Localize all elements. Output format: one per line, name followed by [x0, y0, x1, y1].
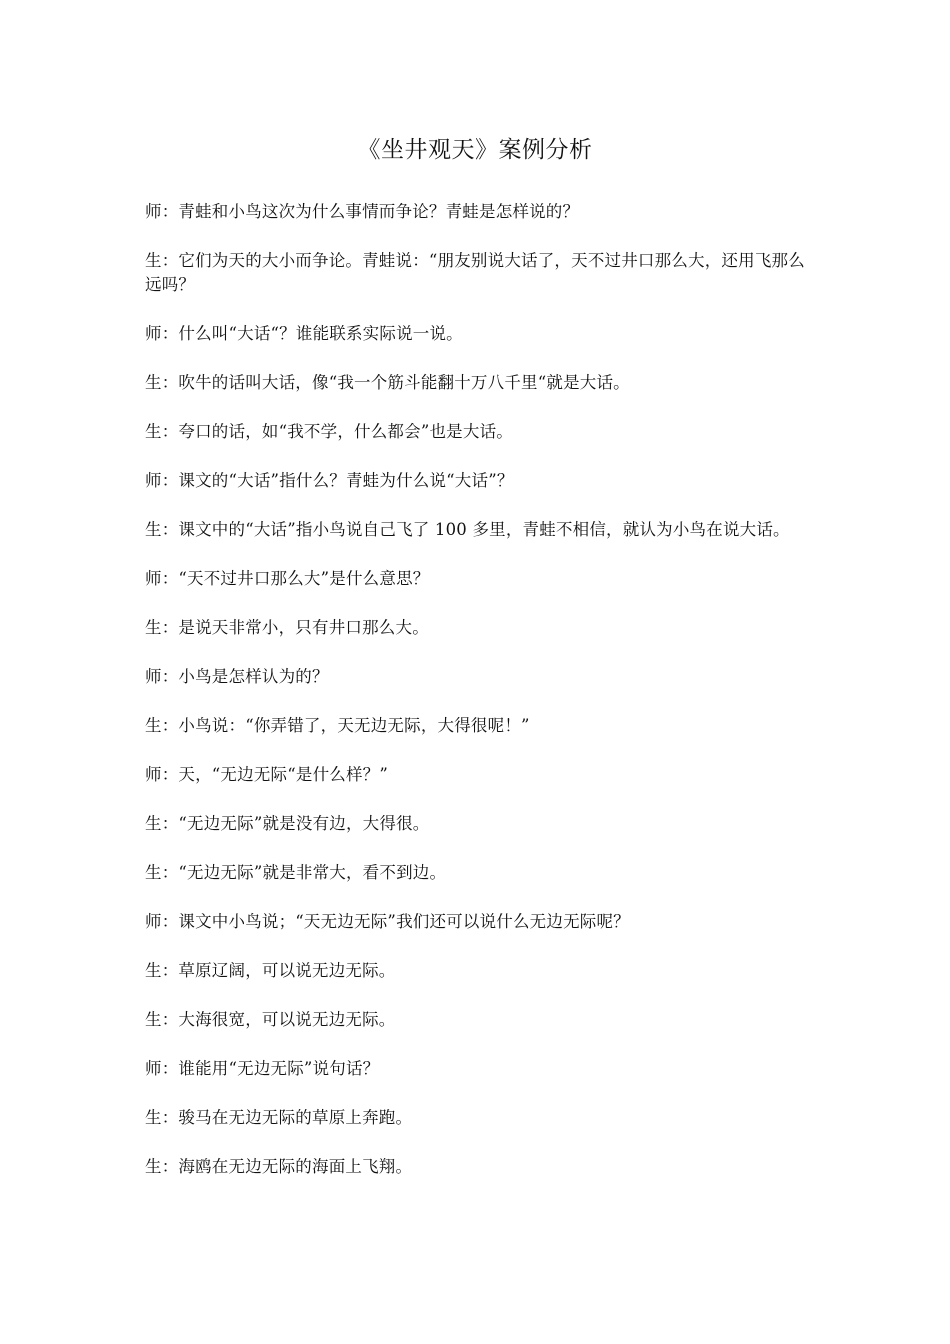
dialogue-paragraph: 生：小鸟说：“你弄错了，天无边无际，大得很呢！” [145, 716, 530, 735]
dialogue-paragraph: 生：夸口的话，如“我不学，什么都会”也是大话。 [145, 422, 513, 441]
dialogue-paragraph: 生：“无边无际”就是非常大，看不到边。 [145, 863, 447, 882]
dialogue-paragraph: 师：课文的“大话”指什么？青蛙为什么说“大话”？ [145, 471, 514, 490]
dialogue-paragraph: 生：“无边无际”就是没有边，大得很。 [145, 814, 430, 833]
dialogue-paragraph: 师：小鸟是怎样认为的？ [145, 667, 329, 686]
dialogue-paragraph: 生：海鸥在无边无际的海面上飞翔。 [145, 1157, 413, 1176]
dialogue-paragraph: 生：草原辽阔，可以说无边无际。 [145, 961, 396, 980]
dialogue-paragraph: 生：吹牛的话叫大话，像“我一个筋斗能翻十万八千里“就是大话。 [145, 373, 630, 392]
dialogue-paragraph: 生：课文中的“大话”指小鸟说自己飞了 100 多里，青蛙不相信，就认为小鸟在说大话。 [145, 520, 790, 539]
document-title: 《坐井观天》案例分析 [357, 137, 593, 163]
dialogue-paragraph: 师：什么叫“大话“？谁能联系实际说一说。 [145, 324, 463, 343]
dialogue-paragraph: 师：天，“无边无际“是什么样？” [145, 765, 389, 784]
dialogue-paragraph: 师：“天不过井口那么大”是什么意思？ [145, 569, 430, 588]
dialogue-paragraph: 师：课文中小鸟说；“天无边无际”我们还可以说什么无边无际呢？ [145, 912, 630, 931]
dialogue-paragraph: 师：青蛙和小鸟这次为什么事情而争论？青蛙是怎样说的？ [145, 202, 580, 221]
dialogue-paragraph: 生：是说天非常小，只有井口那么大。 [145, 618, 429, 637]
dialogue-paragraph: 生：大海很宽，可以说无边无际。 [145, 1010, 396, 1029]
dialogue-body [145, 200, 815, 1204]
dialogue-paragraph: 师：谁能用“无边无际”说句话？ [145, 1059, 380, 1078]
dialogue-paragraph: 生：它们为天的大小而争论。青蛙说：“朋友别说大话了，天不过井口那么大，还用飞那么远吗？ [145, 251, 805, 294]
dialogue-paragraph: 生：骏马在无边无际的草原上奔跑。 [145, 1108, 413, 1127]
